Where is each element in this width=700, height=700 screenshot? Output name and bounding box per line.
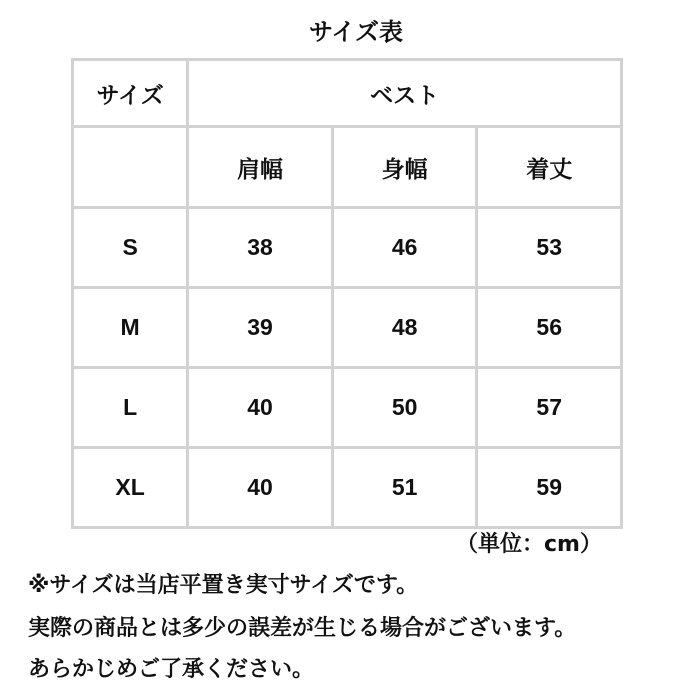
note-line: あらかじめご了承ください。 [28,657,315,682]
table-row [73,288,622,368]
table-cell: 40 [188,448,333,528]
size-label: M [73,288,188,368]
column-header-shoulder-width: 肩幅 [188,127,333,208]
table-cell: 53 [477,208,622,288]
column-header-body-width: 身幅 [332,127,477,208]
table-header-row [73,60,622,127]
column-header-length: 着丈 [477,127,622,208]
note-line: 実際の商品とは多少の誤差が生じる場合がございます。 [28,616,577,641]
table-cell: 59 [477,448,622,528]
table-row [73,448,622,528]
table-cell: 46 [332,208,477,288]
empty-header-cell [73,127,188,208]
note-line: ※サイズは当店平置き実寸サイズです。 [28,573,419,598]
page-title: サイズ表 [308,18,404,46]
table-subheader-row [73,127,622,208]
table-cell: 40 [188,368,333,448]
size-header-cell: サイズ [73,60,188,127]
table-cell: 51 [332,448,477,528]
table-cell: 48 [332,288,477,368]
table-cell: 57 [477,368,622,448]
table-row [73,368,622,448]
size-label: S [73,208,188,288]
table-cell: 56 [477,288,622,368]
size-table [71,58,623,529]
table-cell: 50 [332,368,477,448]
group-header-cell: ベスト [188,60,622,127]
table-cell: 39 [188,288,333,368]
size-label: L [73,368,188,448]
table-cell: 38 [188,208,333,288]
size-label: XL [73,448,188,528]
table-row [73,208,622,288]
unit-note: （単位：cm） [456,532,602,557]
